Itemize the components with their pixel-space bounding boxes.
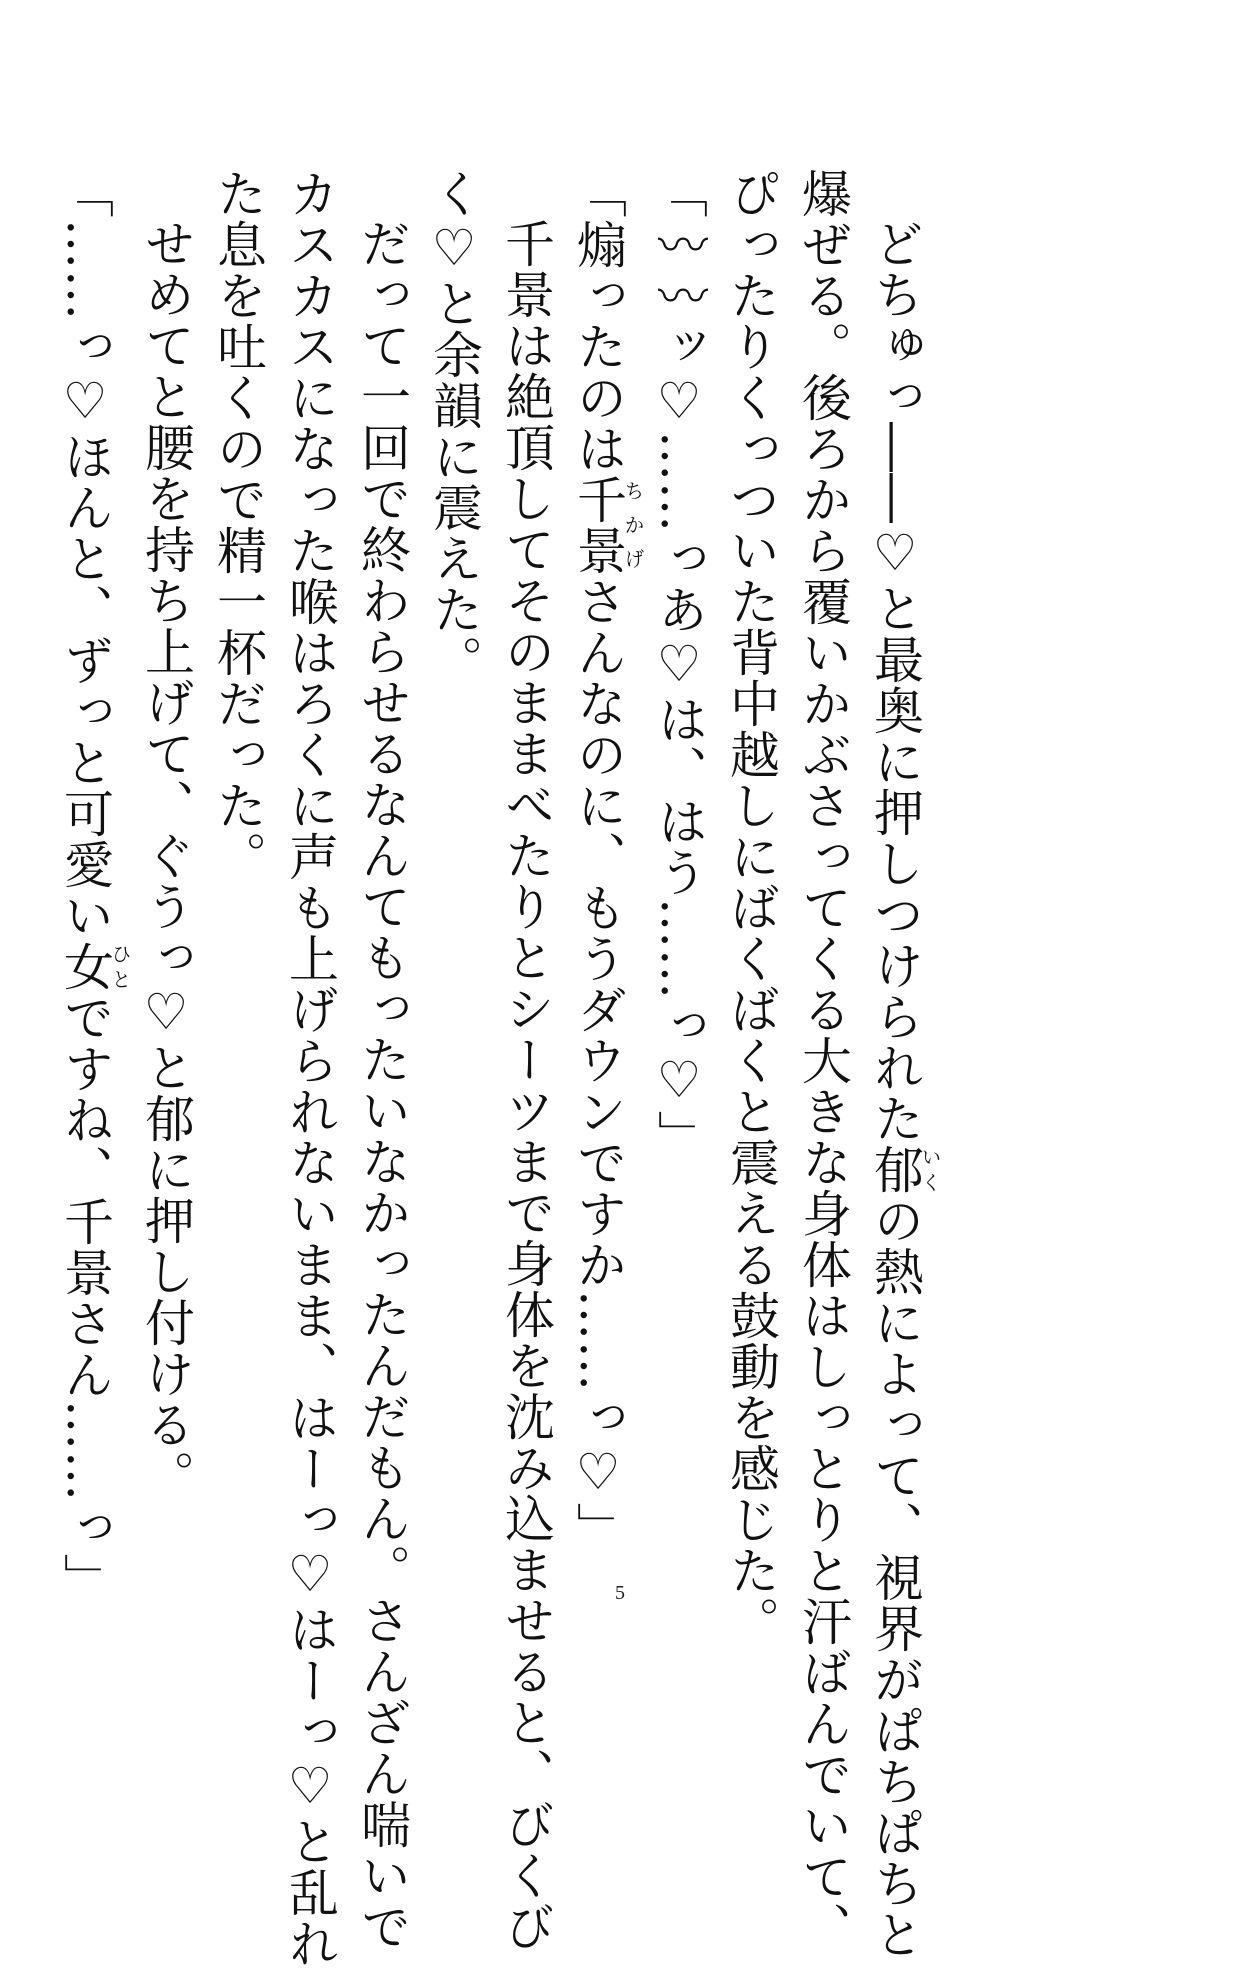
text-line-4: 「〰〰ッ♡……っあ♡は、はう……っ♡」 — [650, 168, 708, 1161]
text-line-12: 「……っ♡ほんと、ずっと可愛い女ひとですね、千景さん……っ」 — [56, 168, 132, 1604]
ruby-iku: 郁いく — [866, 1144, 942, 1195]
text-line-7: く♡と余韻に震えた。 — [425, 168, 483, 686]
text-line-5: 「煽ったのは千景ちかげさんなのに、もうダウンですか……っ♡」 — [569, 168, 645, 1553]
text-line-8: だって一回で終わらせるなんてもったいなかったんだもん。さんざん喘いで — [353, 218, 411, 1952]
text-line-2: 爆ぜる。後ろから覆いかぶさってくる大きな身体はしっとりと汗ばんでいて、 — [794, 168, 852, 1953]
ruby-chikage: 千景ちかげ — [569, 474, 645, 576]
page-number: 5 — [615, 1582, 625, 1604]
text-line-3: ぴったりくっついた背中越しにばくばくと震える鼓動を感じた。 — [722, 168, 780, 1647]
text-line-10: た息を吐くので精一杯だった。 — [209, 168, 267, 882]
text-line-6: 千景は絶頂してそのままべたりとシーツまで身体を沈み込ませると、びくび — [497, 218, 555, 1952]
text-line-9: カスカスになった喉はろくに声も上げられないまま、はーっ♡はーっ♡と乱れ — [281, 168, 339, 1969]
text-line-11: せめてと腰を持ち上げて、ぐうっ♡と郁に押し付ける。 — [137, 218, 195, 1501]
text-line-1: どちゅっ――♡と最奥に押しつけられた郁いくの熱によって、視界がぱちぱちと — [866, 218, 942, 1960]
ruby-hito: 女ひと — [56, 941, 132, 992]
vertical-text-body — [49, 168, 942, 1969]
